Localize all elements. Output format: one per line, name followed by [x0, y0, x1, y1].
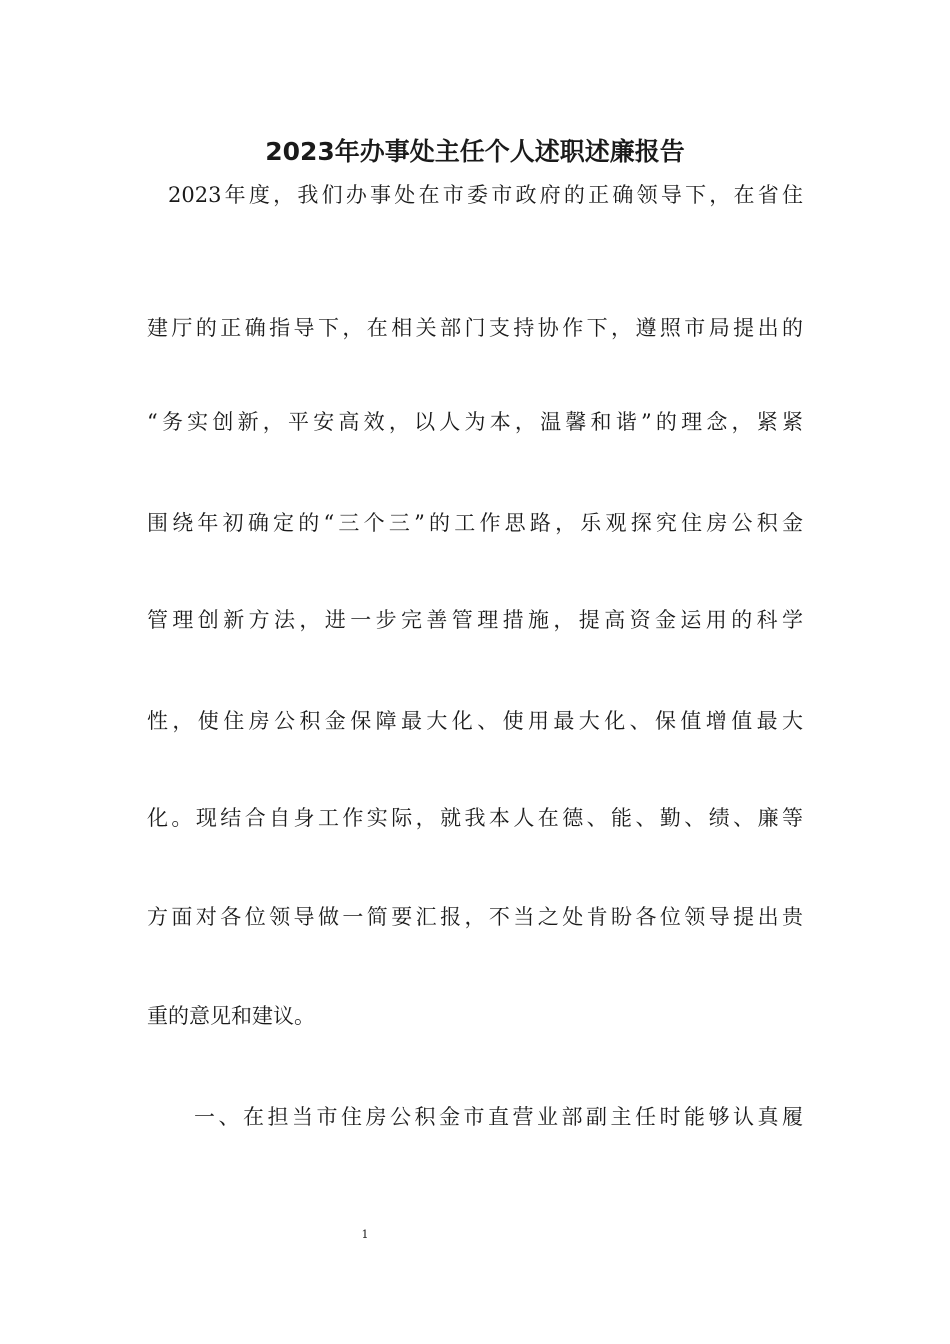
- paragraph-line: 管理创新方法，进一步完善管理措施，提高资金运用的科学: [147, 608, 803, 632]
- paragraph-line: 围绕年初确定的“三个三”的工作思路，乐观探究住房公积金: [147, 511, 803, 535]
- paragraph-line: 建厅的正确指导下，在相关部门支持协作下，遵照市局提出的: [147, 316, 803, 340]
- paragraph-line: 方面对各位领导做一简要汇报，不当之处肯盼各位领导提出贵: [147, 905, 803, 929]
- paragraph-line: 2023年度，我们办事处在市委市政府的正确领导下，在省住: [168, 183, 803, 207]
- page-number: 1: [361, 1228, 369, 1241]
- paragraph-line: 重的意见和建议。: [147, 1004, 315, 1028]
- paragraph-line: 化。现结合自身工作实际，就我本人在德、能、勤、绩、廉等: [147, 806, 803, 830]
- paragraph-line: “务实创新，平安高效，以人为本，温馨和谐”的理念，紧紧: [147, 410, 803, 434]
- document-title: 2023年办事处主任个人述职述廉报告: [265, 137, 685, 166]
- paragraph-line: 一、在担当市住房公积金市直营业部副主任时能够认真履: [194, 1105, 803, 1129]
- paragraph-line: 性，使住房公积金保障最大化、使用最大化、保值增值最大: [147, 709, 803, 733]
